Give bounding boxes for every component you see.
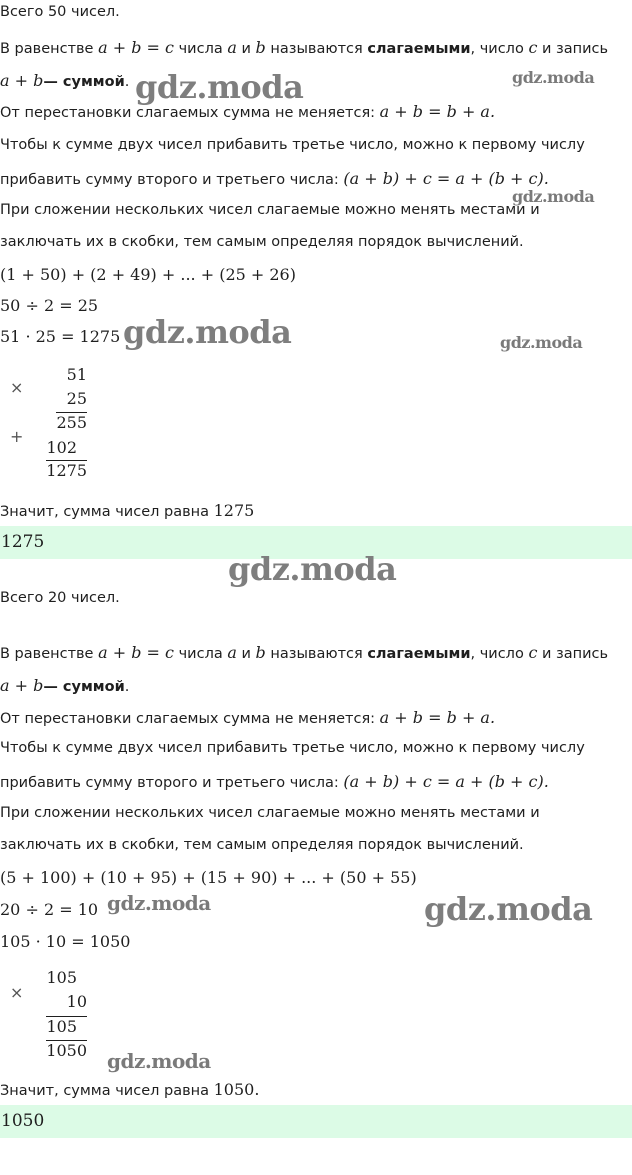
def-text: и	[236, 41, 256, 57]
definition-line-2	[0, 71, 129, 90]
watermark-logo: gdz.moda	[500, 333, 583, 352]
definition-line-1	[0, 38, 608, 57]
watermark-logo: gdz.moda	[512, 68, 595, 87]
watermark-logo: gdz.moda	[135, 68, 304, 106]
var-b: b	[255, 38, 266, 57]
conclusion-number: 1275	[213, 501, 255, 520]
answer-value: 1275	[1, 532, 45, 552]
watermark-logo: gdz.moda	[107, 891, 211, 915]
term-addends: слагаемыми	[367, 646, 471, 662]
pair-count-expression: 50 ÷ 2 = 25	[0, 296, 99, 315]
period: .	[124, 679, 130, 695]
commutative-text: От перестановки слагаемых сумма не меняется:	[0, 711, 380, 727]
product-result: 1275	[46, 461, 87, 480]
conclusion-text: Значит, сумма чисел равна	[0, 504, 214, 520]
associative-line-1: Чтобы к сумме двух чисел прибавить третье число, можно к первому числу	[0, 740, 585, 756]
sum-expression: a + b	[0, 71, 44, 90]
def-text: называются	[265, 41, 368, 57]
product-expression: 51 · 25 = 1275	[0, 327, 121, 346]
commutative-equation: a + b = b + a.	[379, 102, 496, 121]
partial-product-2: 102	[46, 438, 77, 457]
watermark-logo: gdz.moda	[228, 550, 397, 588]
total-count-1: Всего 50 чисел.	[0, 4, 120, 20]
rule-line-2: заключать их в скобки, тем самым определяя порядок вычислений.	[0, 234, 524, 250]
multiplicand: 105	[46, 968, 77, 987]
def-text: В равенстве	[0, 646, 99, 662]
def-text: и запись	[537, 646, 609, 662]
rule-line-2: заключать их в скобки, тем самым определяя порядок вычислений.	[0, 837, 524, 853]
answer-box-2	[0, 1105, 632, 1138]
var-c: c	[528, 643, 538, 662]
definition-line-1	[0, 643, 608, 662]
associative-line-2	[0, 169, 549, 188]
associative-equation: (a + b) + c = a + (b + c).	[343, 772, 549, 791]
definition-line-2	[0, 676, 129, 695]
watermark-logo: gdz.moda	[107, 1049, 211, 1073]
product-expression: 105 · 10 = 1050	[0, 932, 131, 951]
watermark-logo: gdz.moda	[123, 313, 292, 351]
def-text: , число	[470, 41, 529, 57]
total-count-2: Всего 20 чисел.	[0, 590, 120, 606]
def-equation: a + b = c	[98, 38, 174, 57]
answer-value: 1050	[1, 1111, 45, 1131]
pair-count-expression: 20 ÷ 2 = 10	[0, 900, 99, 919]
product-result: 1050	[46, 1041, 87, 1060]
def-text: В равенстве	[0, 41, 99, 57]
clipped-text-fragment	[0, 559, 140, 565]
plus-sign: +	[10, 427, 24, 446]
grouping-expression: (5 + 100) + (10 + 95) + (15 + 90) + ... + (50 + 55)	[0, 868, 417, 887]
def-text: , число	[470, 646, 529, 662]
period: .	[124, 74, 130, 90]
var-a: a	[227, 38, 237, 57]
rule-line-1: При сложении нескольких чисел слагаемые можно менять местами и	[0, 805, 540, 821]
def-text: числа	[174, 41, 228, 57]
grouping-expression: (1 + 50) + (2 + 49) + ... + (25 + 26)	[0, 265, 296, 284]
var-c: c	[528, 38, 538, 57]
sum-expression: a + b	[0, 676, 44, 695]
partial-product-1: 105	[46, 1017, 77, 1036]
associative-line-1: Чтобы к сумме двух чисел прибавить третье число, можно к первому числу	[0, 137, 585, 153]
watermark-logo: gdz.moda	[424, 890, 593, 928]
commutative-line	[0, 708, 495, 727]
var-a: a	[227, 643, 237, 662]
times-sign: ×	[10, 983, 24, 1002]
rule-line-1: При сложении нескольких чисел слагаемые можно менять местами и	[0, 202, 540, 218]
watermark-logo: gdz.moda	[512, 187, 595, 206]
commutative-equation: a + b = b + a.	[379, 708, 496, 727]
conclusion-2	[0, 1080, 259, 1099]
var-b: b	[255, 643, 266, 662]
term-addends: слагаемыми	[367, 41, 471, 57]
def-text: и запись	[537, 41, 609, 57]
multiplicand: 51	[66, 365, 87, 384]
def-text: называются	[265, 646, 368, 662]
associative-equation: (a + b) + c = a + (b + c).	[343, 169, 549, 188]
conclusion-text: Значит, сумма чисел равна	[0, 1083, 214, 1099]
term-sum: — суммой	[43, 74, 125, 90]
associative-text: прибавить сумму второго и третьего числа:	[0, 775, 344, 791]
multiplier: 10	[66, 992, 87, 1011]
times-sign: ×	[10, 378, 24, 397]
conclusion-number: 1050.	[213, 1080, 260, 1099]
associative-text: прибавить сумму второго и третьего числа:	[0, 172, 344, 188]
commutative-text: От перестановки слагаемых сумма не меняется:	[0, 105, 380, 121]
conclusion-1	[0, 501, 254, 520]
def-equation: a + b = c	[98, 643, 174, 662]
multiplier: 25	[66, 389, 87, 408]
associative-line-2	[0, 772, 549, 791]
partial-product-1: 255	[56, 413, 87, 432]
term-sum: — суммой	[43, 679, 125, 695]
def-text: и	[236, 646, 256, 662]
def-text: числа	[174, 646, 228, 662]
